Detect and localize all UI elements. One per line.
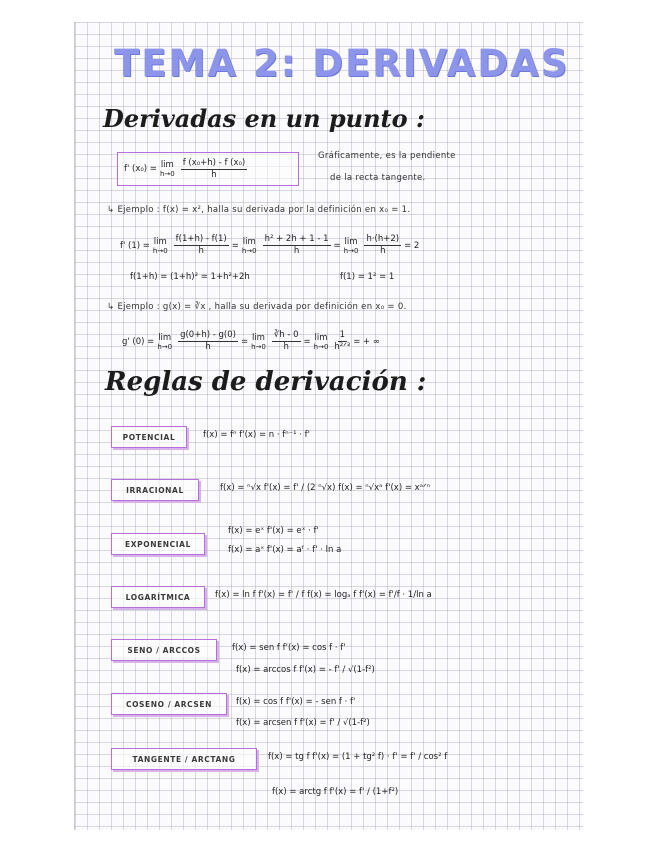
example2-fraction-3: $\frac{1}{\text{h²ᐟ³}}$: [334, 330, 351, 352]
definition-lhs: f' (x₀) =: [124, 164, 157, 174]
limit-operator: lim h→0: [159, 160, 175, 178]
example1-solution: f' (1) = lim h→0 $\frac{f(1+h) - f(1)}{h}$ = lim h→0 $\frac{\text{h² + 2h + 1 - 1}}{h}$ = lim h→0 $\frac{h\cdot(h+2)}{h}$ = 2: [120, 234, 420, 256]
rule-coseno-formula: f(x) = cos f f'(x) = - sen f · f': [236, 697, 356, 707]
arrow-icon: ↳: [107, 205, 115, 215]
rule-label-potencial: POTENCIAL: [111, 426, 187, 448]
example2-statement: ↳ Ejemplo : g(x) = ∛x , halla su derivada por definición en x₀ = 0.: [107, 302, 407, 312]
rule-tangente-formula: f(x) = tg f f'(x) = (1 + tg² f) · f' = f' / cos² f: [268, 752, 448, 762]
rule-potencial-formula: f(x) = fⁿ f'(x) = n · fⁿ⁻¹ · f': [203, 430, 310, 440]
page-title: TEMA 2: DERIVADAS: [114, 42, 570, 85]
arrow-icon: ↳: [107, 302, 115, 312]
rule-label-exponencial: EXPONENCIAL: [111, 533, 205, 555]
definition-box: [117, 152, 299, 186]
example2-solution: g' (0) = lim h→0 $\frac{g(0+h) - g(0)}{h}$ = lim h→0 $\frac{∛h - 0}{h}$ = lim h→0 $\frac{1}{\text{h²ᐟ³}}$ = + ∞: [122, 330, 380, 352]
example1-statement: ↳ Ejemplo : f(x) = x², halla su derivada por la definición en x₀ = 1.: [107, 205, 411, 215]
example1-fraction-1: $\frac{f(1+h) - f(1)}{h}$: [175, 234, 227, 256]
example1-result: = 2: [404, 240, 420, 251]
graph-note-line1: Gráficamente, es la pendiente: [318, 151, 456, 161]
rule-irracional-formula: f(x) = ⁿ√x f'(x) = f' / (2 ⁿ√x) f(x) = ⁿ√xᵃ f'(x) = xᵃᐟⁿ: [220, 483, 431, 493]
example2-fraction-2: $\frac{∛h - 0}{h}$: [273, 330, 299, 352]
graph-note-line2: de la recta tangente.: [330, 173, 426, 183]
rule-logaritmica-formula: f(x) = ln f f'(x) = f' / f f(x) = logₐ f f'(x) = f'/f · 1/ln a: [215, 590, 432, 600]
rule-exponencial-formula-1: f(x) = eˣ f'(x) = eˣ · f': [228, 526, 319, 536]
example2-result: = + ∞: [353, 336, 380, 347]
definition-fraction: [181, 158, 248, 181]
example2-fraction-1: $\frac{g(0+h) - g(0)}{h}$: [180, 330, 236, 352]
example1-aux-2: f(1) = 1² = 1: [340, 272, 395, 282]
section-heading-reglas-de-derivacion: Reglas de derivación :: [105, 367, 427, 397]
example1-aux-1: f(1+h) = (1+h)² = 1+h²+2h: [130, 272, 250, 282]
rule-exponencial-formula-2: f(x) = aˣ f'(x) = aᶠ · f' · ln a: [228, 545, 342, 555]
fraction-denominator: h: [211, 169, 217, 180]
section-heading-derivadas-en-un-punto: Derivadas en un punto :: [103, 104, 425, 133]
rule-label-irracional: IRRACIONAL: [111, 479, 199, 501]
rule-seno-formula: f(x) = sen f f'(x) = cos f · f': [232, 643, 346, 653]
rule-label-logaritmica: LOGARÍTMICA: [111, 586, 205, 608]
rule-arctang-formula: f(x) = arctg f f'(x) = f' / (1+f²): [272, 787, 399, 797]
rule-label-seno-arccos: SENO / ARCCOS: [111, 639, 217, 661]
rule-arcsen-formula: f(x) = arcsen f f'(x) = f' / √(1-f²): [236, 718, 370, 728]
fraction-numerator: f (x₀+h) - f (x₀): [182, 157, 246, 168]
example1-fraction-2: $\frac{\text{h² + 2h + 1 - 1}}{h}$: [264, 234, 329, 256]
example1-fraction-3: $\frac{h\cdot(h+2)}{h}$: [366, 234, 400, 256]
rule-label-coseno-arcsen: COSENO / ARCSEN: [111, 693, 227, 715]
rule-label-tangente-arctang: TANGENTE / ARCTANG: [111, 748, 257, 770]
rule-arccos-formula: f(x) = arccos f f'(x) = - f' / √(1-f²): [236, 665, 375, 675]
